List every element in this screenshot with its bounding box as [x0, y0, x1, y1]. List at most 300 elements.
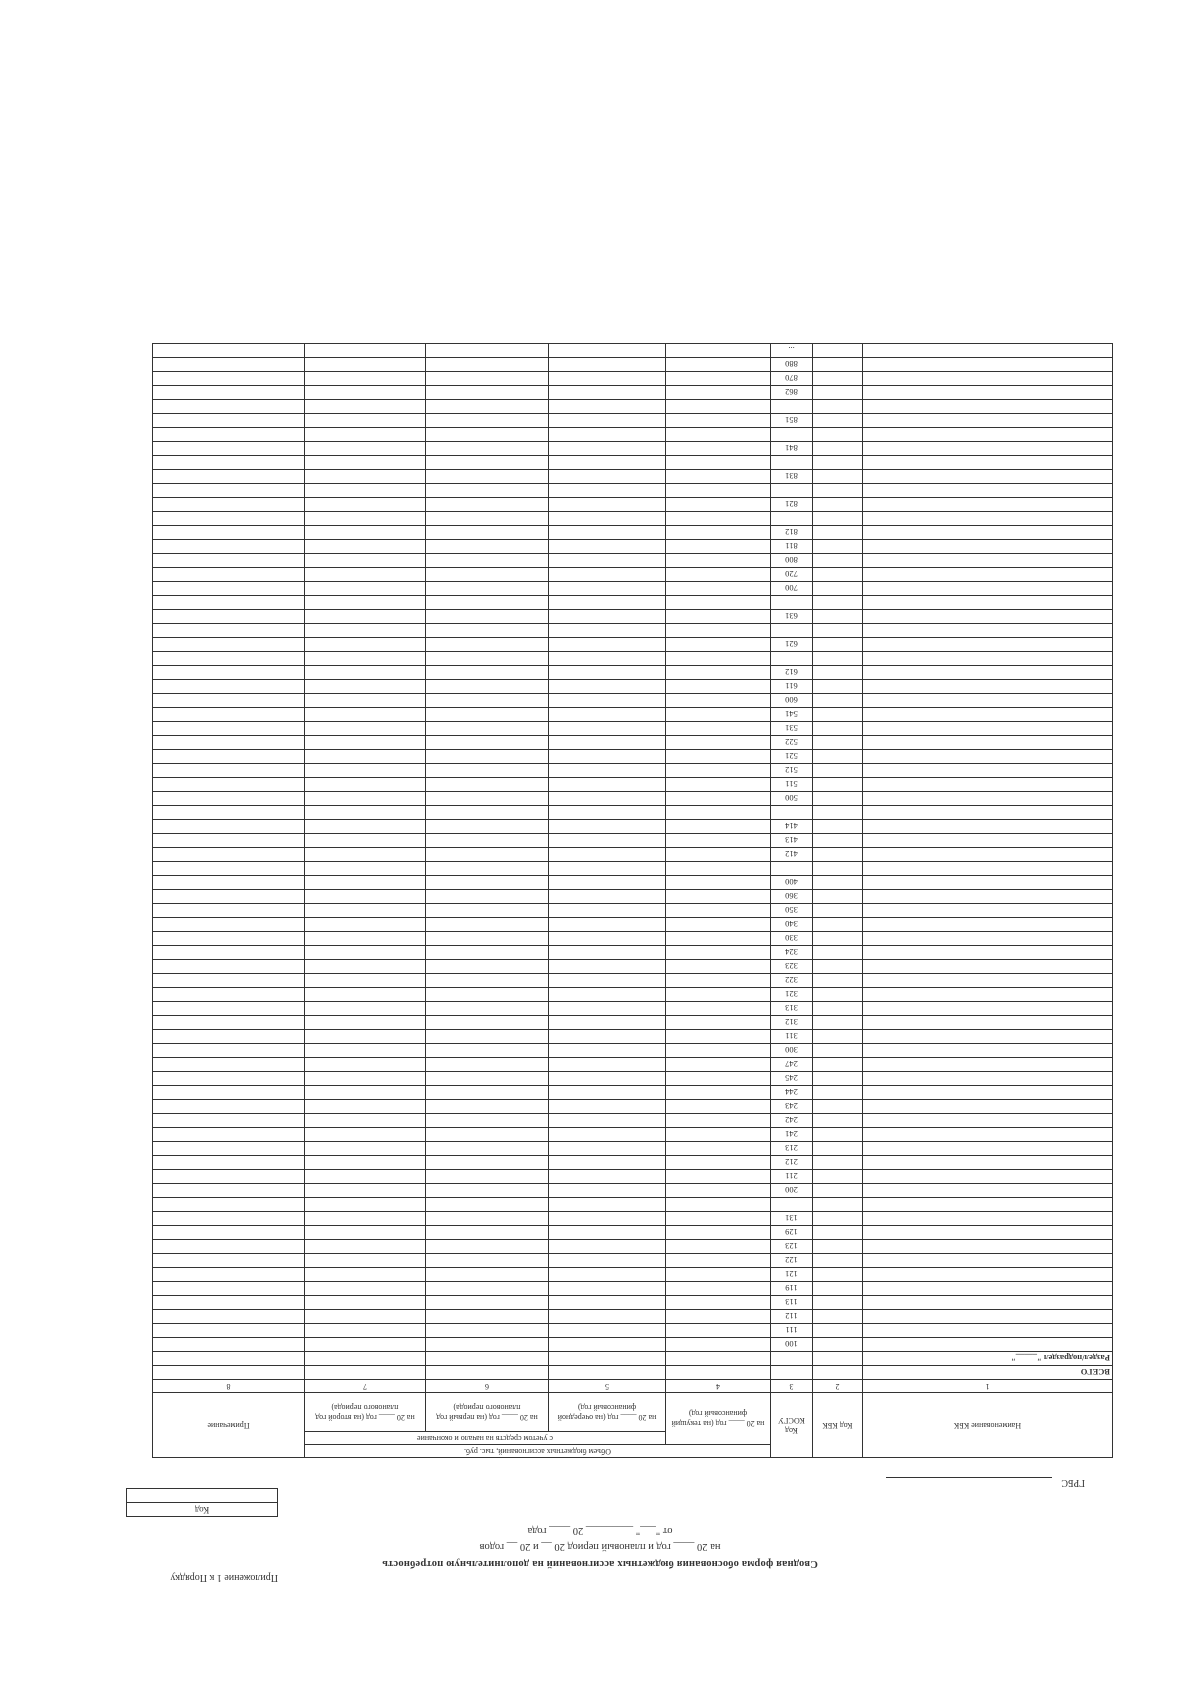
- value-cell[interactable]: [152, 666, 304, 680]
- value-cell[interactable]: [304, 512, 425, 526]
- value-cell[interactable]: [549, 1226, 666, 1240]
- name-cell[interactable]: [863, 890, 1113, 904]
- value-cell[interactable]: [666, 946, 771, 960]
- value-cell[interactable]: [152, 1044, 304, 1058]
- value-cell[interactable]: [813, 1338, 863, 1352]
- value-cell[interactable]: [426, 498, 549, 512]
- value-cell[interactable]: [152, 1198, 304, 1212]
- name-cell[interactable]: [863, 764, 1113, 778]
- value-cell[interactable]: [304, 834, 425, 848]
- value-cell[interactable]: [549, 554, 666, 568]
- value-cell[interactable]: [549, 1030, 666, 1044]
- value-cell[interactable]: [549, 918, 666, 932]
- value-cell[interactable]: [666, 988, 771, 1002]
- value-cell[interactable]: [666, 1226, 771, 1240]
- name-cell[interactable]: [863, 988, 1113, 1002]
- name-cell[interactable]: [863, 1226, 1113, 1240]
- value-cell[interactable]: [152, 988, 304, 1002]
- value-cell[interactable]: [549, 624, 666, 638]
- value-cell[interactable]: [304, 960, 425, 974]
- value-cell[interactable]: [549, 358, 666, 372]
- name-cell[interactable]: [863, 680, 1113, 694]
- name-cell[interactable]: [863, 386, 1113, 400]
- name-cell[interactable]: [863, 1198, 1113, 1212]
- value-cell[interactable]: [813, 1324, 863, 1338]
- value-cell[interactable]: [426, 1296, 549, 1310]
- value-cell[interactable]: [152, 876, 304, 890]
- value-cell[interactable]: [666, 708, 771, 722]
- section-cell[interactable]: [426, 1352, 549, 1366]
- value-cell[interactable]: [304, 554, 425, 568]
- value-cell[interactable]: [549, 638, 666, 652]
- value-cell[interactable]: [549, 1100, 666, 1114]
- value-cell[interactable]: [813, 988, 863, 1002]
- value-cell[interactable]: [549, 1296, 666, 1310]
- name-cell[interactable]: [863, 1030, 1113, 1044]
- value-cell[interactable]: [666, 820, 771, 834]
- name-cell[interactable]: [863, 428, 1113, 442]
- value-cell[interactable]: [152, 1296, 304, 1310]
- value-cell[interactable]: [813, 1198, 863, 1212]
- name-cell[interactable]: [863, 1268, 1113, 1282]
- value-cell[interactable]: [666, 442, 771, 456]
- value-cell[interactable]: [813, 582, 863, 596]
- value-cell[interactable]: [304, 988, 425, 1002]
- value-cell[interactable]: [152, 680, 304, 694]
- value-cell[interactable]: [426, 540, 549, 554]
- value-cell[interactable]: [549, 484, 666, 498]
- name-cell[interactable]: [863, 1142, 1113, 1156]
- name-cell[interactable]: [863, 1310, 1113, 1324]
- value-cell[interactable]: [549, 1044, 666, 1058]
- value-cell[interactable]: [666, 358, 771, 372]
- value-cell[interactable]: [666, 1156, 771, 1170]
- value-cell[interactable]: [426, 806, 549, 820]
- value-cell[interactable]: [549, 652, 666, 666]
- value-cell[interactable]: [304, 1282, 425, 1296]
- name-cell[interactable]: [863, 1058, 1113, 1072]
- value-cell[interactable]: [549, 414, 666, 428]
- value-cell[interactable]: [304, 1338, 425, 1352]
- name-cell[interactable]: [863, 1016, 1113, 1030]
- value-cell[interactable]: [549, 526, 666, 540]
- value-cell[interactable]: [549, 862, 666, 876]
- value-cell[interactable]: [152, 918, 304, 932]
- value-cell[interactable]: [549, 722, 666, 736]
- value-cell[interactable]: [813, 540, 863, 554]
- value-cell[interactable]: [304, 932, 425, 946]
- value-cell[interactable]: [304, 1156, 425, 1170]
- value-cell[interactable]: [813, 1156, 863, 1170]
- value-cell[interactable]: [666, 540, 771, 554]
- value-cell[interactable]: [152, 638, 304, 652]
- section-cell[interactable]: [549, 1352, 666, 1366]
- value-cell[interactable]: [304, 820, 425, 834]
- value-cell[interactable]: [304, 1100, 425, 1114]
- value-cell[interactable]: [304, 1114, 425, 1128]
- name-cell[interactable]: [863, 1254, 1113, 1268]
- value-cell[interactable]: [426, 890, 549, 904]
- value-cell[interactable]: [813, 806, 863, 820]
- value-cell[interactable]: [813, 344, 863, 358]
- value-cell[interactable]: [304, 442, 425, 456]
- name-cell[interactable]: [863, 1100, 1113, 1114]
- name-cell[interactable]: [863, 1044, 1113, 1058]
- value-cell[interactable]: [152, 596, 304, 610]
- name-cell[interactable]: [863, 1184, 1113, 1198]
- value-cell[interactable]: [152, 862, 304, 876]
- value-cell[interactable]: [152, 652, 304, 666]
- value-cell[interactable]: [304, 1086, 425, 1100]
- value-cell[interactable]: [549, 428, 666, 442]
- value-cell[interactable]: [813, 526, 863, 540]
- value-cell[interactable]: [304, 638, 425, 652]
- value-cell[interactable]: [152, 890, 304, 904]
- value-cell[interactable]: [666, 750, 771, 764]
- value-cell[interactable]: [304, 1268, 425, 1282]
- value-cell[interactable]: [152, 736, 304, 750]
- value-cell[interactable]: [549, 498, 666, 512]
- name-cell[interactable]: [863, 610, 1113, 624]
- value-cell[interactable]: [426, 484, 549, 498]
- value-cell[interactable]: [304, 792, 425, 806]
- value-cell[interactable]: [666, 890, 771, 904]
- value-cell[interactable]: [304, 694, 425, 708]
- name-cell[interactable]: [863, 848, 1113, 862]
- value-cell[interactable]: [304, 1324, 425, 1338]
- value-cell[interactable]: [152, 960, 304, 974]
- value-cell[interactable]: [813, 414, 863, 428]
- value-cell[interactable]: [426, 456, 549, 470]
- value-cell[interactable]: [549, 1142, 666, 1156]
- value-cell[interactable]: [813, 1016, 863, 1030]
- value-cell[interactable]: [813, 1100, 863, 1114]
- name-cell[interactable]: [863, 1002, 1113, 1016]
- value-cell[interactable]: [426, 1128, 549, 1142]
- name-cell[interactable]: [863, 1086, 1113, 1100]
- name-cell[interactable]: [863, 778, 1113, 792]
- value-cell[interactable]: [813, 1170, 863, 1184]
- value-cell[interactable]: [152, 568, 304, 582]
- value-cell[interactable]: [426, 1226, 549, 1240]
- value-cell[interactable]: [666, 372, 771, 386]
- value-cell[interactable]: [549, 386, 666, 400]
- name-cell[interactable]: [863, 358, 1113, 372]
- name-cell[interactable]: [863, 638, 1113, 652]
- value-cell[interactable]: [666, 1016, 771, 1030]
- section-cell[interactable]: [666, 1352, 771, 1366]
- value-cell[interactable]: [549, 666, 666, 680]
- value-cell[interactable]: [549, 960, 666, 974]
- value-cell[interactable]: [549, 456, 666, 470]
- value-cell[interactable]: [426, 904, 549, 918]
- value-cell[interactable]: [549, 1268, 666, 1282]
- value-cell[interactable]: [549, 1086, 666, 1100]
- value-cell[interactable]: [666, 344, 771, 358]
- value-cell[interactable]: [666, 1310, 771, 1324]
- value-cell[interactable]: [549, 932, 666, 946]
- value-cell[interactable]: [549, 582, 666, 596]
- value-cell[interactable]: [666, 1072, 771, 1086]
- value-cell[interactable]: [426, 1212, 549, 1226]
- value-cell[interactable]: [304, 918, 425, 932]
- value-cell[interactable]: [426, 358, 549, 372]
- name-cell[interactable]: [863, 1338, 1113, 1352]
- value-cell[interactable]: [666, 960, 771, 974]
- value-cell[interactable]: [549, 1058, 666, 1072]
- name-cell[interactable]: [863, 344, 1113, 358]
- value-cell[interactable]: [426, 834, 549, 848]
- name-cell[interactable]: [863, 1156, 1113, 1170]
- value-cell[interactable]: [666, 1044, 771, 1058]
- value-cell[interactable]: [549, 1016, 666, 1030]
- value-cell[interactable]: [666, 610, 771, 624]
- value-cell[interactable]: [426, 862, 549, 876]
- value-cell[interactable]: [426, 764, 549, 778]
- value-cell[interactable]: [426, 1282, 549, 1296]
- value-cell[interactable]: [549, 848, 666, 862]
- value-cell[interactable]: [304, 680, 425, 694]
- value-cell[interactable]: [304, 848, 425, 862]
- name-cell[interactable]: [863, 1212, 1113, 1226]
- value-cell[interactable]: [152, 610, 304, 624]
- value-cell[interactable]: [813, 1310, 863, 1324]
- value-cell[interactable]: [813, 1114, 863, 1128]
- value-cell[interactable]: [304, 1254, 425, 1268]
- value-cell[interactable]: [549, 568, 666, 582]
- value-cell[interactable]: [426, 666, 549, 680]
- value-cell[interactable]: [666, 484, 771, 498]
- value-cell[interactable]: [549, 470, 666, 484]
- value-cell[interactable]: [304, 624, 425, 638]
- total-cell[interactable]: [549, 1366, 666, 1380]
- value-cell[interactable]: [549, 1254, 666, 1268]
- value-cell[interactable]: [152, 1240, 304, 1254]
- name-cell[interactable]: [863, 806, 1113, 820]
- value-cell[interactable]: [549, 946, 666, 960]
- value-cell[interactable]: [666, 470, 771, 484]
- value-cell[interactable]: [666, 498, 771, 512]
- value-cell[interactable]: [813, 372, 863, 386]
- value-cell[interactable]: [304, 1002, 425, 1016]
- value-cell[interactable]: [666, 1212, 771, 1226]
- value-cell[interactable]: [304, 1198, 425, 1212]
- value-cell[interactable]: [426, 1338, 549, 1352]
- value-cell[interactable]: [152, 1156, 304, 1170]
- value-cell[interactable]: [304, 470, 425, 484]
- value-cell[interactable]: [426, 1002, 549, 1016]
- value-cell[interactable]: [813, 1296, 863, 1310]
- value-cell[interactable]: [152, 358, 304, 372]
- value-cell[interactable]: [426, 1310, 549, 1324]
- value-cell[interactable]: [304, 708, 425, 722]
- name-cell[interactable]: [863, 582, 1113, 596]
- value-cell[interactable]: [813, 764, 863, 778]
- value-cell[interactable]: [426, 932, 549, 946]
- value-cell[interactable]: [813, 470, 863, 484]
- value-cell[interactable]: [304, 568, 425, 582]
- value-cell[interactable]: [666, 1170, 771, 1184]
- value-cell[interactable]: [426, 708, 549, 722]
- value-cell[interactable]: [304, 876, 425, 890]
- value-cell[interactable]: [549, 1128, 666, 1142]
- value-cell[interactable]: [426, 554, 549, 568]
- value-cell[interactable]: [152, 1184, 304, 1198]
- name-cell[interactable]: [863, 876, 1113, 890]
- value-cell[interactable]: [152, 470, 304, 484]
- value-cell[interactable]: [813, 904, 863, 918]
- value-cell[interactable]: [152, 1212, 304, 1226]
- value-cell[interactable]: [549, 442, 666, 456]
- value-cell[interactable]: [152, 428, 304, 442]
- value-cell[interactable]: [426, 1156, 549, 1170]
- value-cell[interactable]: [426, 988, 549, 1002]
- value-cell[interactable]: [813, 722, 863, 736]
- value-cell[interactable]: [304, 1072, 425, 1086]
- value-cell[interactable]: [666, 792, 771, 806]
- value-cell[interactable]: [152, 1072, 304, 1086]
- value-cell[interactable]: [813, 1254, 863, 1268]
- value-cell[interactable]: [813, 778, 863, 792]
- value-cell[interactable]: [813, 498, 863, 512]
- value-cell[interactable]: [549, 1002, 666, 1016]
- value-cell[interactable]: [813, 1184, 863, 1198]
- name-cell[interactable]: [863, 568, 1113, 582]
- value-cell[interactable]: [549, 1338, 666, 1352]
- value-cell[interactable]: [152, 344, 304, 358]
- value-cell[interactable]: [304, 764, 425, 778]
- value-cell[interactable]: [426, 414, 549, 428]
- value-cell[interactable]: [152, 624, 304, 638]
- value-cell[interactable]: [666, 414, 771, 428]
- value-cell[interactable]: [426, 876, 549, 890]
- name-cell[interactable]: [863, 1114, 1113, 1128]
- value-cell[interactable]: [666, 848, 771, 862]
- value-cell[interactable]: [426, 442, 549, 456]
- name-cell[interactable]: [863, 750, 1113, 764]
- value-cell[interactable]: [152, 414, 304, 428]
- value-cell[interactable]: [813, 750, 863, 764]
- value-cell[interactable]: [426, 960, 549, 974]
- value-cell[interactable]: [666, 652, 771, 666]
- value-cell[interactable]: [304, 484, 425, 498]
- value-cell[interactable]: [813, 1044, 863, 1058]
- value-cell[interactable]: [152, 400, 304, 414]
- name-cell[interactable]: [863, 1296, 1113, 1310]
- value-cell[interactable]: [666, 736, 771, 750]
- name-cell[interactable]: [863, 946, 1113, 960]
- value-cell[interactable]: [152, 806, 304, 820]
- name-cell[interactable]: [863, 1282, 1113, 1296]
- value-cell[interactable]: [152, 904, 304, 918]
- value-cell[interactable]: [304, 1212, 425, 1226]
- value-cell[interactable]: [666, 806, 771, 820]
- value-cell[interactable]: [152, 778, 304, 792]
- value-cell[interactable]: [813, 876, 863, 890]
- value-cell[interactable]: [304, 946, 425, 960]
- value-cell[interactable]: [304, 498, 425, 512]
- value-cell[interactable]: [666, 666, 771, 680]
- value-cell[interactable]: [666, 778, 771, 792]
- value-cell[interactable]: [813, 932, 863, 946]
- name-cell[interactable]: [863, 918, 1113, 932]
- value-cell[interactable]: [549, 820, 666, 834]
- value-cell[interactable]: [152, 498, 304, 512]
- value-cell[interactable]: [152, 750, 304, 764]
- value-cell[interactable]: [813, 820, 863, 834]
- name-cell[interactable]: [863, 904, 1113, 918]
- value-cell[interactable]: [152, 1058, 304, 1072]
- value-cell[interactable]: [304, 386, 425, 400]
- value-cell[interactable]: [426, 1044, 549, 1058]
- value-cell[interactable]: [152, 442, 304, 456]
- value-cell[interactable]: [426, 694, 549, 708]
- value-cell[interactable]: [426, 1072, 549, 1086]
- value-cell[interactable]: [666, 974, 771, 988]
- value-cell[interactable]: [666, 1086, 771, 1100]
- value-cell[interactable]: [549, 1212, 666, 1226]
- value-cell[interactable]: [426, 750, 549, 764]
- value-cell[interactable]: [426, 1170, 549, 1184]
- value-cell[interactable]: [304, 722, 425, 736]
- value-cell[interactable]: [666, 1002, 771, 1016]
- value-cell[interactable]: [549, 1072, 666, 1086]
- value-cell[interactable]: [304, 540, 425, 554]
- value-cell[interactable]: [426, 792, 549, 806]
- value-cell[interactable]: [152, 1226, 304, 1240]
- value-cell[interactable]: [152, 848, 304, 862]
- value-cell[interactable]: [666, 456, 771, 470]
- value-cell[interactable]: [549, 344, 666, 358]
- value-cell[interactable]: [549, 1170, 666, 1184]
- value-cell[interactable]: [426, 386, 549, 400]
- value-cell[interactable]: [152, 1114, 304, 1128]
- name-cell[interactable]: [863, 470, 1113, 484]
- name-cell[interactable]: [863, 694, 1113, 708]
- value-cell[interactable]: [813, 1072, 863, 1086]
- name-cell[interactable]: [863, 862, 1113, 876]
- value-cell[interactable]: [426, 722, 549, 736]
- value-cell[interactable]: [813, 890, 863, 904]
- name-cell[interactable]: [863, 834, 1113, 848]
- value-cell[interactable]: [426, 344, 549, 358]
- value-cell[interactable]: [304, 1310, 425, 1324]
- value-cell[interactable]: [813, 1030, 863, 1044]
- name-cell[interactable]: [863, 974, 1113, 988]
- value-cell[interactable]: [813, 638, 863, 652]
- value-cell[interactable]: [152, 1016, 304, 1030]
- value-cell[interactable]: [426, 1058, 549, 1072]
- value-cell[interactable]: [304, 596, 425, 610]
- name-cell[interactable]: [863, 414, 1113, 428]
- value-cell[interactable]: [304, 1184, 425, 1198]
- value-cell[interactable]: [549, 988, 666, 1002]
- total-cell[interactable]: [304, 1366, 425, 1380]
- value-cell[interactable]: [813, 666, 863, 680]
- value-cell[interactable]: [666, 876, 771, 890]
- value-cell[interactable]: [426, 610, 549, 624]
- value-cell[interactable]: [813, 428, 863, 442]
- value-cell[interactable]: [152, 1324, 304, 1338]
- value-cell[interactable]: [426, 582, 549, 596]
- value-cell[interactable]: [549, 694, 666, 708]
- value-cell[interactable]: [549, 876, 666, 890]
- value-cell[interactable]: [549, 736, 666, 750]
- value-cell[interactable]: [426, 1086, 549, 1100]
- value-cell[interactable]: [426, 1198, 549, 1212]
- value-cell[interactable]: [549, 904, 666, 918]
- name-cell[interactable]: [863, 666, 1113, 680]
